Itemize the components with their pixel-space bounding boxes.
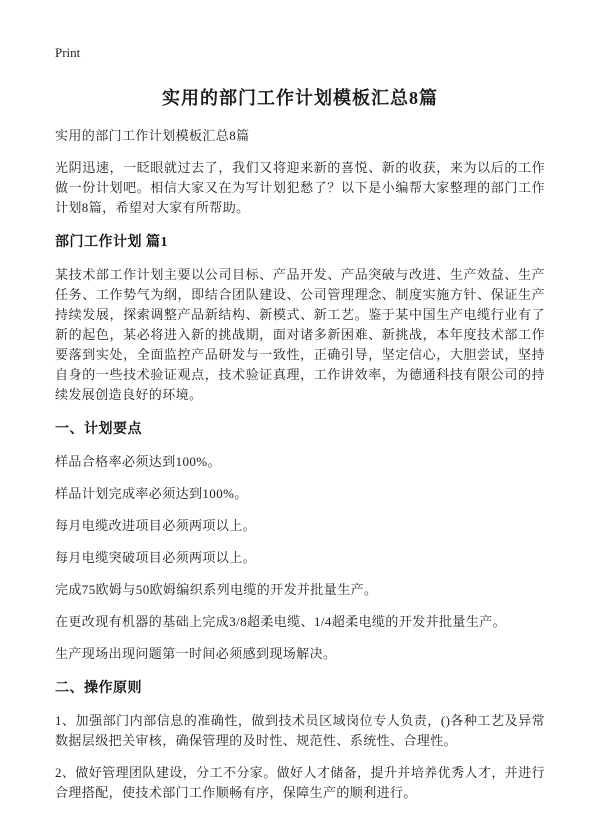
plan-point-item: 样品合格率必须达到100%。	[55, 454, 221, 469]
section-heading-operation-principles: 二、操作原则	[55, 681, 142, 696]
print-link[interactable]: Print	[55, 45, 81, 60]
principle-item: 1、加强部门内部信息的准确性，做到技术员区域岗位专人负责，()各种工艺及异常数据层级把关审核，确保管理的及时性、规范性、系统性、合理性。	[55, 713, 545, 748]
section-1-body: 某技术部工作计划主要以公司目标、产品开发、产品突破与改进、生产效益、生产任务、工作势气为纲，即结合团队建设、公司管理理念、制度实施方针、保证生产持续发展，探索调整产品新结构、新模式、新工艺。鉴于某中国生产电缆行业有了新的起色，某必将进入新的挑战期，面对诸多新困难、新挑战，本年度技术部工作要落到实处，全面监控产品研发与一致性，正确引导，坚定信心，大胆尝试，坚持自身的一些技术验证观点，技术验证真理，工作讲效率，为德通科技有限公司的持续发展创造良好的环境。	[55, 267, 545, 402]
plan-point-item: 样品计划完成率必须达到100%。	[55, 486, 248, 501]
document-title: 实用的部门工作计划模板汇总8篇	[162, 88, 438, 108]
intro-paragraph: 光阴迅速，一眨眼就过去了，我们又将迎来新的喜悦、新的收获，来为以后的工作做一份计划吧。相信大家又在为写计划犯愁了？以下是小编帮大家整理的部门工作计划8篇，希望对大家有所帮助。	[55, 160, 545, 215]
plan-point-item: 每月电缆突破项目必须两项以上。	[55, 550, 257, 565]
principle-item: 2、做好管理团队建设，分工不分家。做好人才储备，提升并培养优秀人才，并进行合理搭配，使技术部门工作顺畅有序，保障生产的顺利进行。	[55, 765, 545, 800]
section-heading-plan-points: 一、计划要点	[55, 422, 142, 437]
plan-point-item: 完成75欧姆与50欧姆编织系列电缆的开发并批量生产。	[55, 582, 378, 597]
plan-point-item: 生产现场出现问题第一时间必须感到现场解决。	[55, 646, 337, 661]
section-heading-plan-1: 部门工作计划 篇1	[55, 235, 168, 250]
plan-point-item: 在更改现有机器的基础上完成3/8超柔电缆、1/4超柔电缆的开发并批量生产。	[55, 614, 507, 629]
document-subtitle: 实用的部门工作计划模板汇总8篇	[55, 128, 250, 143]
plan-point-item: 每月电缆改进项目必须两项以上。	[55, 518, 257, 533]
